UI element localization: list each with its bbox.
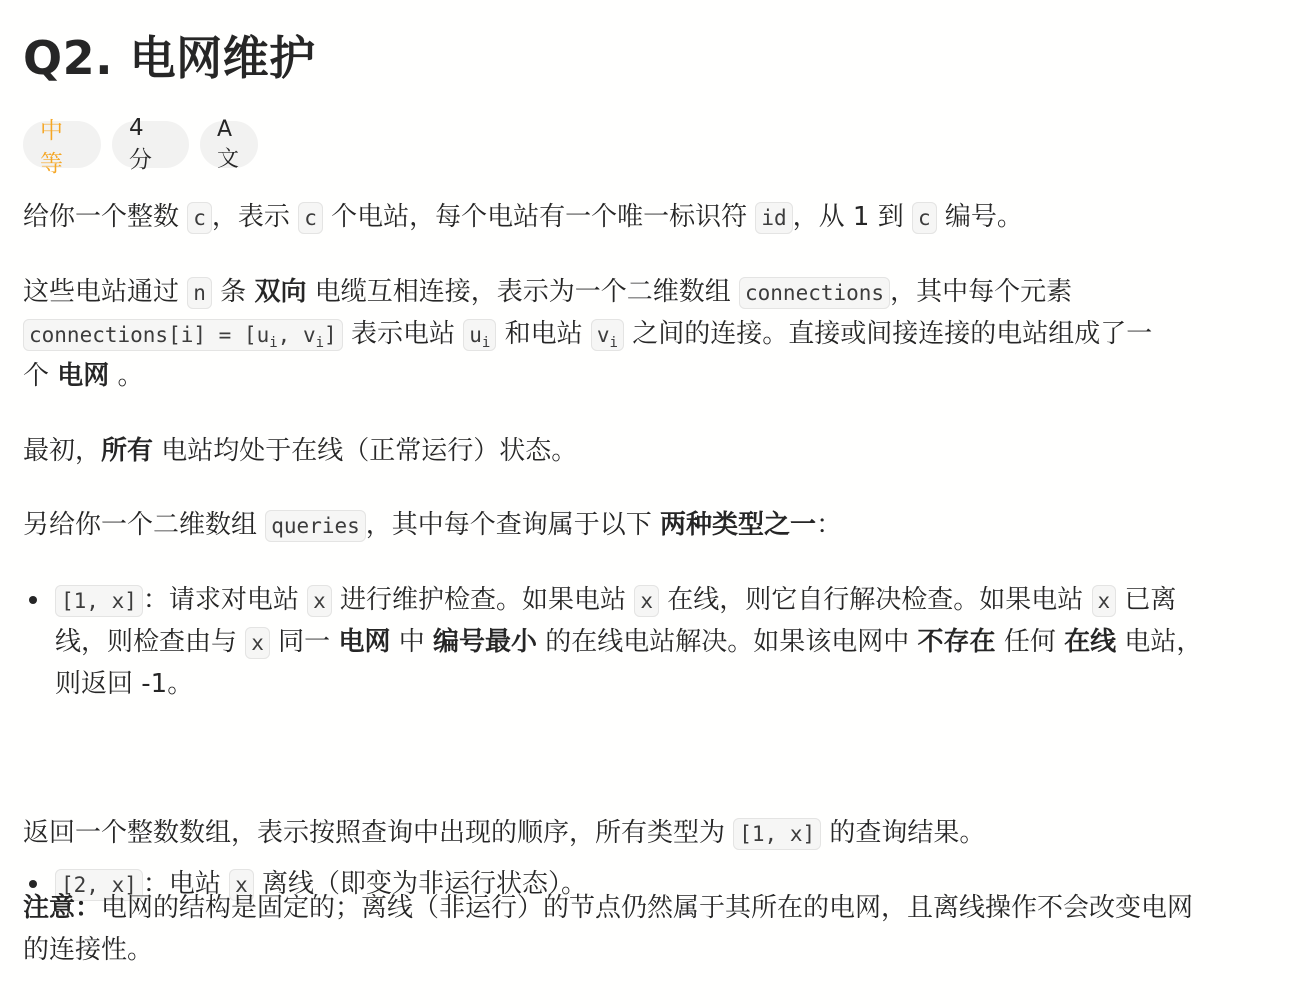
text: 则返回 -1。: [55, 669, 194, 699]
text: 电网的结构是固定的；离线（非运行）的节点仍然属于其所在的电网，且离线操作不会改变电网: [101, 893, 1194, 923]
text: ，其中每个元素: [890, 277, 1073, 307]
text: ：电站: [142, 869, 230, 899]
paragraph-connections-line1: [23, 271, 1072, 314]
text: 给你一个整数: [23, 202, 188, 232]
text: 另给你一个二维数组: [23, 510, 266, 540]
text: 返回一个整数数组，表示按照查询中出现的顺序，所有类型为: [23, 818, 734, 848]
tag-row: [23, 115, 258, 177]
inline-code: x: [229, 869, 254, 901]
inline-code: c: [912, 202, 937, 234]
text: ，从 1 到: [792, 202, 913, 232]
bold-text: 两种类型之一: [660, 510, 817, 540]
bold-text: 编号最小: [433, 627, 538, 657]
text: 电缆互相连接，表示为一个二维数组: [306, 277, 739, 307]
text: 已离: [1116, 585, 1177, 615]
paragraph-note-line2: [23, 929, 153, 971]
paragraph-connections-line3: [23, 355, 144, 397]
text: 同一: [269, 627, 339, 657]
text: 之间的连接。直接或间接连接的电站组成了一: [623, 319, 1153, 349]
translate-icon: A文: [217, 116, 240, 172]
list-line: [55, 579, 1293, 621]
subscript: i: [269, 335, 278, 352]
bold-text: 在线: [1064, 627, 1117, 657]
bold-text: 电网: [57, 361, 110, 391]
bold-text: 所有: [101, 436, 154, 466]
inline-code: queries: [265, 510, 366, 542]
inline-code: c: [298, 202, 323, 234]
inline-code: connections: [739, 277, 890, 309]
text: 这些电站通过: [23, 277, 188, 307]
inline-code: [463, 319, 496, 351]
text: 和电站: [496, 319, 591, 349]
text: ：: [816, 510, 843, 540]
code-part: u: [469, 323, 482, 347]
text: 表示电站: [342, 319, 464, 349]
list-line: [55, 621, 1293, 663]
code-part: , v: [277, 323, 316, 347]
code-part: connections[i] = [u: [29, 323, 270, 347]
inline-code: x: [307, 585, 332, 617]
list-item: [23, 579, 1293, 705]
text: 编号。: [936, 202, 1023, 232]
text: 条: [211, 277, 255, 307]
text: ：请求对电站: [142, 585, 308, 615]
difficulty-badge[interactable]: 中等: [23, 121, 101, 168]
inline-code: [591, 319, 624, 351]
inline-code: [1, x]: [55, 585, 143, 617]
text: 离线（即变为非运行状态）。: [253, 869, 588, 899]
text: 电站，: [1116, 627, 1203, 657]
paragraph-return: [23, 812, 985, 855]
inline-code: x: [1092, 585, 1117, 617]
inline-code: n: [187, 277, 212, 309]
inline-code: id: [755, 202, 792, 234]
text: 。: [109, 361, 144, 391]
inline-code: [2, x]: [55, 869, 143, 901]
subscript: i: [315, 335, 325, 352]
code-part: ]: [324, 323, 337, 347]
text: 的连接性。: [23, 935, 154, 965]
text: ，表示: [211, 202, 299, 232]
score-badge: 4 分: [112, 121, 189, 168]
bold-text: 电网: [338, 627, 391, 657]
code-part: v: [596, 323, 610, 347]
text: 中: [390, 627, 433, 657]
bullet-icon: [29, 596, 37, 604]
bold-text: 注意：: [23, 893, 102, 923]
text: 的查询结果。: [821, 818, 986, 848]
inline-code: [23, 319, 343, 351]
bold-text: 双向: [254, 277, 307, 307]
bold-text: 不存在: [917, 627, 996, 657]
paragraph-note-line1: [23, 887, 1193, 929]
text: 在线，则它自行解决检查。如果电站: [658, 585, 1092, 615]
inline-code: x: [634, 585, 659, 617]
list-line: [55, 663, 1293, 705]
subscript: i: [481, 335, 491, 352]
paragraph-initial-state: [23, 430, 577, 472]
inline-code: x: [245, 627, 270, 659]
text: 个: [23, 361, 58, 391]
paragraph-connections-line2: [23, 313, 1152, 364]
translate-button[interactable]: [200, 116, 258, 172]
text: 线，则检查由与: [55, 627, 246, 657]
inline-code: [1, x]: [733, 818, 821, 850]
paragraph-queries: [23, 504, 842, 547]
paragraph-stations: [23, 196, 1023, 239]
subscript: i: [609, 335, 618, 352]
text: 的在线电站解决。如果该电网中: [537, 627, 918, 657]
text: 任何: [995, 627, 1065, 657]
problem-title: Q2. 电网维护: [23, 31, 316, 85]
inline-code: c: [187, 202, 212, 234]
text: 进行维护检查。如果电站: [331, 585, 635, 615]
text: 电站均处于在线（正常运行）状态。: [153, 436, 578, 466]
text: ，其中每个查询属于以下: [365, 510, 661, 540]
text: 个电站，每个电站有一个唯一标识符: [322, 202, 756, 232]
text: 最初，: [23, 436, 102, 466]
